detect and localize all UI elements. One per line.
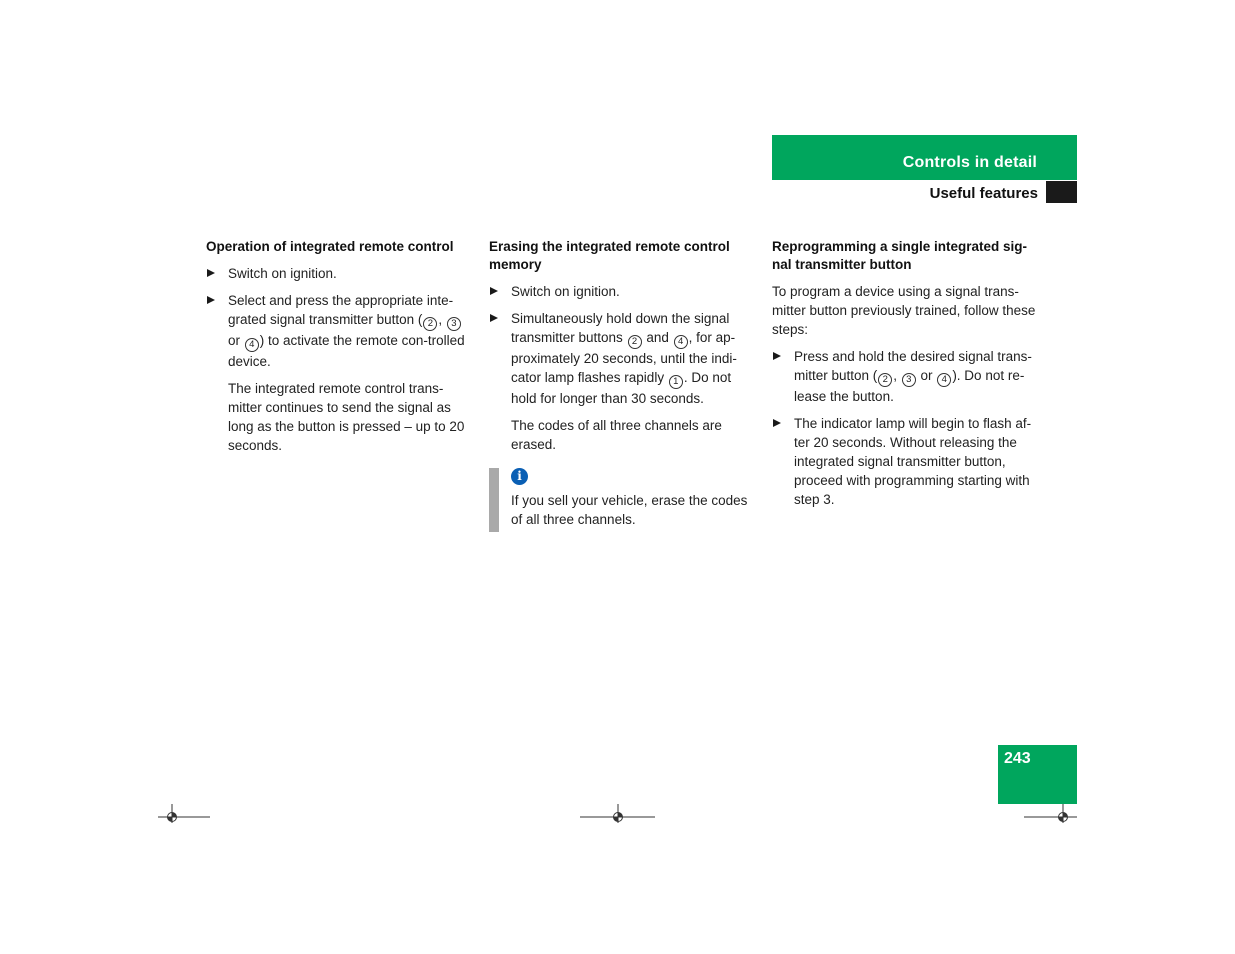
crop-mark-icon xyxy=(156,802,212,824)
bullet-arrow-icon xyxy=(207,296,215,304)
bullet-arrow-icon xyxy=(773,352,781,360)
page-number: 243 xyxy=(1004,750,1031,767)
list-item: Switch on ignition. xyxy=(489,282,757,301)
button-number-icon: 2 xyxy=(878,373,892,387)
info-icon: i xyxy=(511,468,528,485)
button-number-icon: 4 xyxy=(245,338,259,352)
crop-mark-icon xyxy=(1022,802,1080,824)
button-number-icon: 3 xyxy=(447,317,461,331)
list-item: Select and press the appropriate inte-grated signal transmitter button ( 2 , 3 or 4 ) to activate the remote con-trolled device. xyxy=(206,291,474,371)
heading-erasing: Erasing the integrated remote control memory xyxy=(489,239,730,272)
info-side-bar xyxy=(489,468,499,532)
button-number-icon: 4 xyxy=(937,373,951,387)
heading-reprogramming: Reprogramming a single integrated sig-nal transmitter button xyxy=(772,239,1028,272)
button-number-icon: 4 xyxy=(674,335,688,349)
list-item: Simultaneously hold down the signal transmitter buttons 2 and 4 , for ap-proximately 20 seconds, until the indi-cator lamp flashes rapidly 1 . Do not hold for longer than 30 seconds. xyxy=(489,309,757,408)
section-title: Controls in detail xyxy=(902,154,1037,171)
bullet-arrow-icon xyxy=(207,269,215,277)
note-text: The codes of all three channels are erased. xyxy=(511,417,722,452)
list-item: Press and hold the desired signal trans-mitter button ( 2 , 3 or 4 ). Do not re-lease the button. xyxy=(772,347,1040,406)
note-text: The integrated remote control trans-mitter continues to send the signal as long as the button is pressed – up to 20 seconds. xyxy=(228,380,465,453)
bullet-arrow-icon xyxy=(490,314,498,322)
indicator-lamp-number-icon: 1 xyxy=(669,375,683,389)
column-erasing-memory xyxy=(489,238,757,529)
button-number-icon: 2 xyxy=(628,335,642,349)
list-item: The indicator lamp will begin to flash af-ter 20 seconds. Without releasing the integrated signal transmitter button, proceed with programming starting with step 3. xyxy=(772,414,1040,509)
heading-operation: Operation of integrated remote control xyxy=(206,239,454,254)
bullet-arrow-icon xyxy=(490,287,498,295)
subsection-tab-marker xyxy=(1046,181,1077,203)
subsection-title: Useful features xyxy=(929,185,1038,202)
button-number-icon: 2 xyxy=(423,317,437,331)
button-number-icon: 3 xyxy=(902,373,916,387)
crop-mark-icon xyxy=(578,802,658,824)
column-remote-operation xyxy=(206,238,474,463)
intro-text: To program a device using a signal trans-mitter button previously trained, follow these steps: xyxy=(772,284,1036,337)
section-header-bar xyxy=(772,135,1077,180)
info-text: If you sell your vehicle, erase the codes of all three channels. xyxy=(511,492,748,527)
column-reprogramming xyxy=(772,238,1040,517)
page-number-tab xyxy=(998,745,1077,804)
bullet-arrow-icon xyxy=(773,419,781,427)
list-item: Switch on ignition. xyxy=(206,264,474,283)
info-box xyxy=(489,468,757,529)
